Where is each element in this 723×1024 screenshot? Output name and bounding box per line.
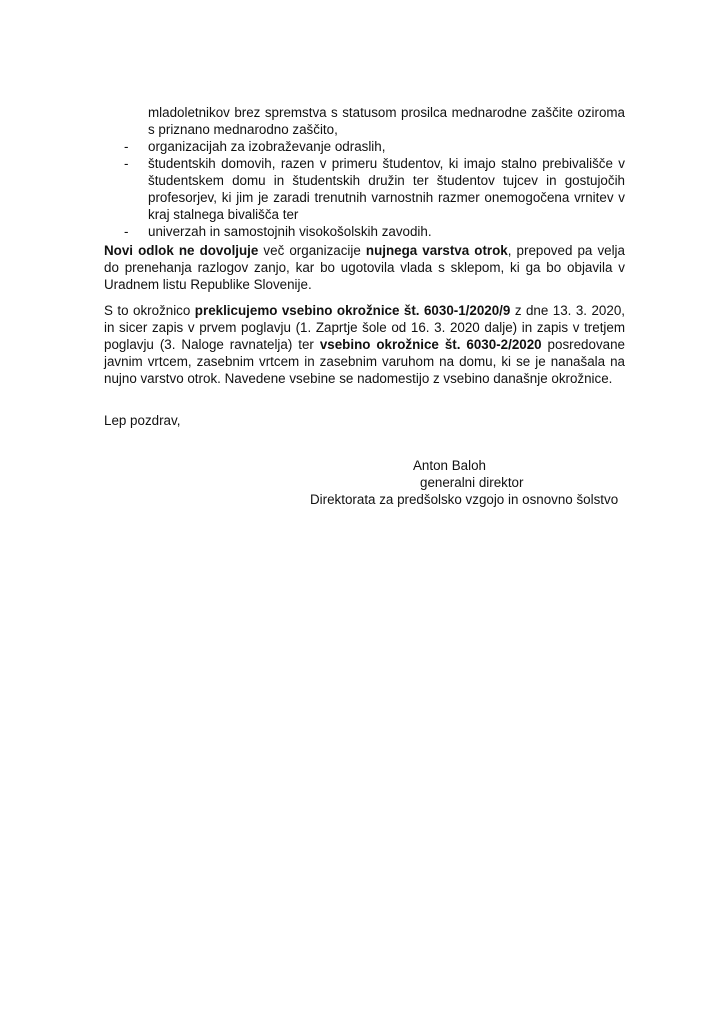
paragraph-odlok xyxy=(104,242,625,293)
list-item xyxy=(104,104,625,138)
bold-text: preklicujemo vsebino okrožnice št. 6030-1/2020/9 xyxy=(194,303,511,318)
body-text: več organizacije xyxy=(258,243,366,258)
list-item-text: organizacijah za izobraževanje odraslih, xyxy=(148,139,386,154)
body-text: S to okrožnico xyxy=(104,303,195,318)
signature-title: generalni direktor xyxy=(420,475,524,490)
signature-name: Anton Baloh xyxy=(413,458,486,473)
list-bullet: - xyxy=(124,224,129,239)
bold-text: vsebino okrožnice št. 6030-2/2020 xyxy=(319,337,542,352)
body-text: z dne 13. 3. 2020, in sicer zapis v prvem poglavju (1. Zaprtje šole od 16. 3. 2020 dalje) in zapis v tretjem poglavju (3. Naloge ravnatelja) ter xyxy=(104,303,625,352)
list-item xyxy=(104,155,625,223)
list-item-text: univerzah in samostojnih visokošolskih zavodih. xyxy=(148,224,432,239)
closing-greeting: Lep pozdrav, xyxy=(104,413,181,428)
bullet-list xyxy=(104,104,625,240)
bold-text: nujnega varstva otrok xyxy=(365,243,508,258)
signature-organization: Direktorata za predšolsko vzgojo in osnovno šolstvo xyxy=(310,492,619,507)
paragraph-preklic xyxy=(104,302,625,387)
bold-text: Novi odlok ne dovoljuje xyxy=(104,243,259,258)
list-item-text: mladoletnikov brez spremstva s statusom prosilca mednarodne zaščite oziroma s priznano mednarodno zaščito, xyxy=(148,105,625,137)
list-item xyxy=(104,138,625,155)
list-bullet: - xyxy=(124,156,129,171)
body-text: posredovane javnim vrtcem, zasebnim vrtcem in zasebnim varuhom na domu, ki se je nanašala na nujno varstvo otrok. Navedene vsebine se nadomestijo z vsebino današnje okrožnice. xyxy=(104,337,625,386)
list-bullet: - xyxy=(124,139,129,154)
list-item-text: študentskih domovih, razen v primeru študentov, ki imajo stalno prebivališče v študentskem domu in študentskih družin ter študentov tujcev in gostujočih profesorjev, ki jim je zaradi trenutnih varnostnih razmer onemogočena vrnitev v kraj stalnega bivališča ter xyxy=(148,156,625,222)
body-text: , prepoved pa velja do prenehanja razlogov zanjo, kar bo ugotovila vlada s sklepom, ki ga bo objavila v Uradnem listu Republike Slovenije. xyxy=(104,243,625,292)
list-item xyxy=(104,223,625,240)
